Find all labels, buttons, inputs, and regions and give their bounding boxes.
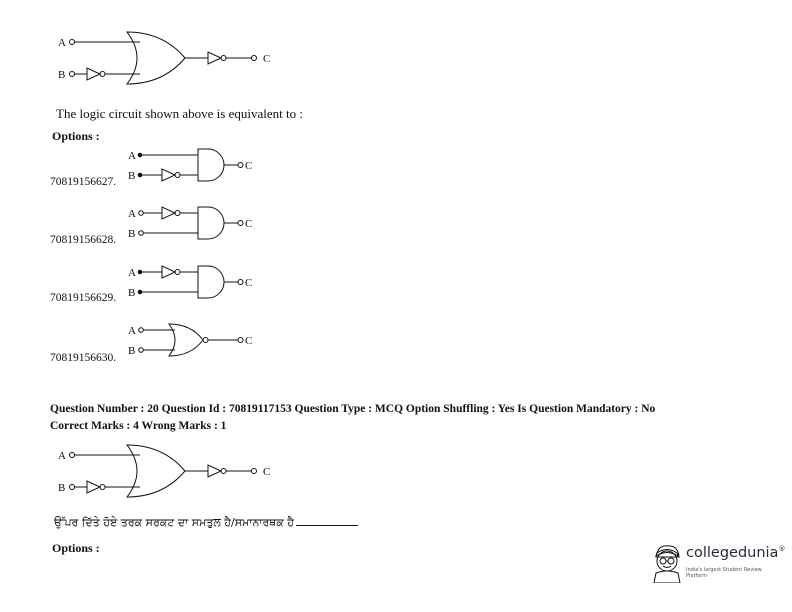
svg-text:C: C bbox=[263, 466, 271, 478]
not-gate bbox=[162, 169, 175, 181]
question-meta-line-2: Correct Marks : 4 Wrong Marks : 1 bbox=[50, 420, 227, 432]
svg-text:B: B bbox=[128, 170, 136, 182]
svg-text:A: A bbox=[128, 267, 136, 279]
option-2-circuit[interactable] bbox=[125, 206, 265, 246]
and-gate bbox=[198, 207, 224, 239]
option-4-circuit[interactable] bbox=[125, 323, 265, 363]
label-b: B bbox=[58, 69, 66, 81]
question-text: The logic circuit shown above is equivalent to : bbox=[56, 106, 303, 121]
svg-text:B: B bbox=[128, 287, 136, 299]
option-3-id: 70819156629. bbox=[50, 292, 117, 304]
logo-tagline: India's largest Student Review Platform bbox=[686, 567, 762, 579]
svg-text:C: C bbox=[245, 160, 253, 172]
svg-text:C: C bbox=[245, 335, 253, 347]
circuit-nor-top bbox=[55, 32, 285, 87]
and-gate bbox=[198, 266, 224, 298]
label-a: A bbox=[58, 37, 66, 49]
nor-gate bbox=[169, 324, 203, 356]
not-gate-b bbox=[87, 481, 100, 493]
not-gate-output bbox=[208, 465, 221, 477]
option-1-circuit[interactable] bbox=[125, 148, 265, 188]
svg-text:B: B bbox=[58, 482, 66, 494]
not-gate bbox=[162, 207, 175, 219]
options-heading-2: Options : bbox=[52, 541, 100, 555]
option-1-id: 70819156627. bbox=[50, 176, 117, 188]
svg-text:A: A bbox=[58, 450, 66, 462]
svg-text:C: C bbox=[245, 277, 253, 289]
svg-text:A: A bbox=[128, 325, 136, 337]
collegedunia-logo bbox=[650, 543, 786, 583]
terminal-b bbox=[70, 72, 75, 77]
svg-text:A: A bbox=[128, 208, 136, 220]
terminal-a bbox=[70, 40, 75, 45]
option-2-id: 70819156628. bbox=[50, 234, 117, 246]
question-meta-line-1: Question Number : 20 Question Id : 70819117153 Question Type : MCQ Option Shuffling : Yes Is Question Mandatory : No bbox=[50, 403, 656, 415]
option-4-id: 70819156630. bbox=[50, 352, 117, 364]
not-gate-b bbox=[87, 68, 100, 80]
circuit-nor-bottom bbox=[55, 445, 285, 500]
mascot-icon bbox=[650, 543, 684, 583]
terminal-c bbox=[252, 56, 257, 61]
or-gate bbox=[127, 32, 185, 84]
not-gate-output bbox=[208, 52, 221, 64]
options-heading: Options : bbox=[52, 129, 100, 143]
and-gate bbox=[198, 149, 224, 181]
option-3-circuit[interactable] bbox=[125, 265, 265, 305]
label-c: C bbox=[263, 53, 271, 65]
logo-superscript: ® bbox=[778, 545, 786, 554]
not-gate bbox=[162, 266, 175, 278]
or-gate bbox=[127, 445, 185, 497]
svg-text:B: B bbox=[128, 345, 136, 357]
svg-text:C: C bbox=[245, 218, 253, 230]
logo-name: collegedunia bbox=[686, 545, 779, 561]
svg-text:A: A bbox=[128, 150, 136, 162]
svg-text:B: B bbox=[128, 228, 136, 240]
question-text-punjabi: ਉੱਪਰ ਦਿੱਤੇ ਹੋਏ ਤਰਕ ਸਰਕਟ ਦਾ ਸਮਤੁਲ ਹੈ/ਸਮਾਨਾਰਥਕ ਹੈ bbox=[54, 516, 358, 530]
